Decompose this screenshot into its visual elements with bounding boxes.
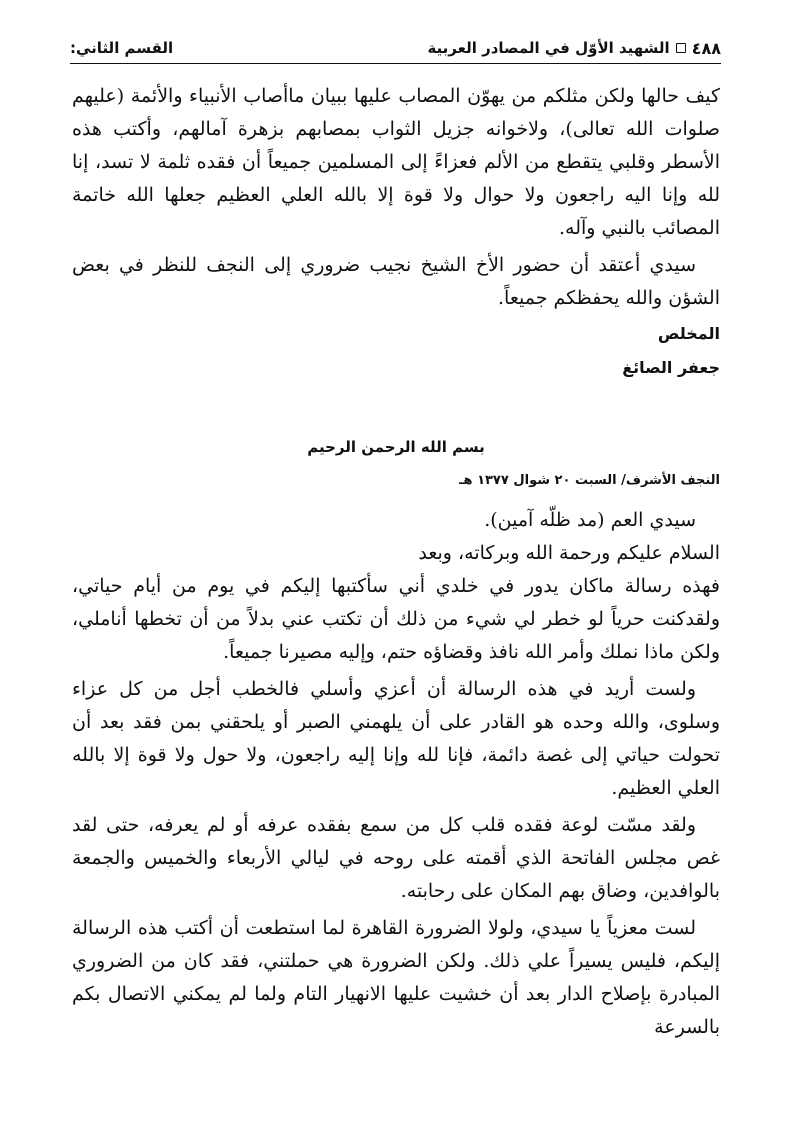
section-label: القسم الثاني: <box>70 39 174 57</box>
book-title: الشهيد الأوّل في المصادر العربية <box>427 39 670 57</box>
paragraph-3: فهذه رسالة ماكان يدور في خلدي أني سأكتبها إليكم في يوم من أيام حياتي، ولقدكنت حرياً لو خطر لي شيء من ذلك أن تكتب عني بدلاً من أن تخطها أناملي، ولكن ماذا نملك وأمر الله نافذ وقضاؤه حتم، وإليه مصيرنا جميعاً. <box>72 575 720 663</box>
header-rule <box>70 63 721 64</box>
square-bullet-icon <box>676 43 686 53</box>
basmala-heading: بسم الله الرحمن الرحيم <box>307 438 485 456</box>
salutation: سيدي العم (مد ظلّه آمين). <box>484 509 696 531</box>
page-number: ٤٨٨ <box>691 38 721 58</box>
paragraph-5: ولقد مسّت لوعة فقده قلب كل من سمع بفقده عرفه أو لم يعرفه، حتى لقد غص مجلس الفاتحة الذي أقمته على روحه في ليالي الأربعاء والخميس والجمعة بالوافدين، وضاق بهم المكان على رحابته. <box>72 814 720 902</box>
running-header <box>70 34 721 62</box>
paragraph-4: ولست أريد في هذه الرسالة أن أعزي وأسلي فالخطب أجل من كل عزاء وسلوى، والله وحده هو القادر على أن يلهمني الصبر أو يلحقني بمن فقد بعد أن تحولت حياتي إلى غصة دائمة، فإنا لله وإنا إليه راجعون، ولا حول ولا قوة إلا بالله العلي العظيم. <box>72 678 720 799</box>
greeting: السلام عليكم ورحمة الله وبركاته، وبعد <box>418 542 720 564</box>
signature-name: جعفر الصائغ <box>622 358 720 377</box>
paragraph-2: سيدي أعتقد أن حضور الأخ الشيخ نجيب ضروري إلى النجف للنظر في بعض الشؤن والله يحفظكم جميعاً. <box>72 254 720 309</box>
paragraph-1: كيف حالها ولكن مثلكم من يهوّن المصاب عليها ببيان ماأصاب الأنبياء والأئمة (عليهم صلوات الله تعالى)، ولاخوانه جزيل الثواب بمصابهم بزهرة آمالهم، وأكتب هذه الأسطر وقلبي يتقطع من الألم فعزاءً إلى المسلمين جميعاً أن فقده ثلمة لا تسد، إنا لله وإنا اليه راجعون ولا حوال ولا قوة إلا بالله العلي العظيم جعلها الله خاتمة المصائب بالنبي وآله. <box>72 85 720 239</box>
paragraph-6: لست معزياً يا سيدي، ولولا الضرورة القاهرة لما استطعت أن أكتب هذه الرسالة إليكم، فليس يسيراً علي ذلك. ولكن الضرورة هي حملتني، فقد كان من الضروري المبادرة بإصلاح الدار بعد أن خشيت عليها الانهيار التام ولما لم يمكني الاتصال بكم بالسرعة <box>72 917 720 1038</box>
document-body <box>72 80 720 1048</box>
header-title-group <box>427 39 721 58</box>
letter-date-line: النجف الأشرف/ السبت ٢٠ شوال ١٣٧٧ هـ <box>459 473 720 488</box>
signature-closing: المخلص <box>657 324 720 343</box>
